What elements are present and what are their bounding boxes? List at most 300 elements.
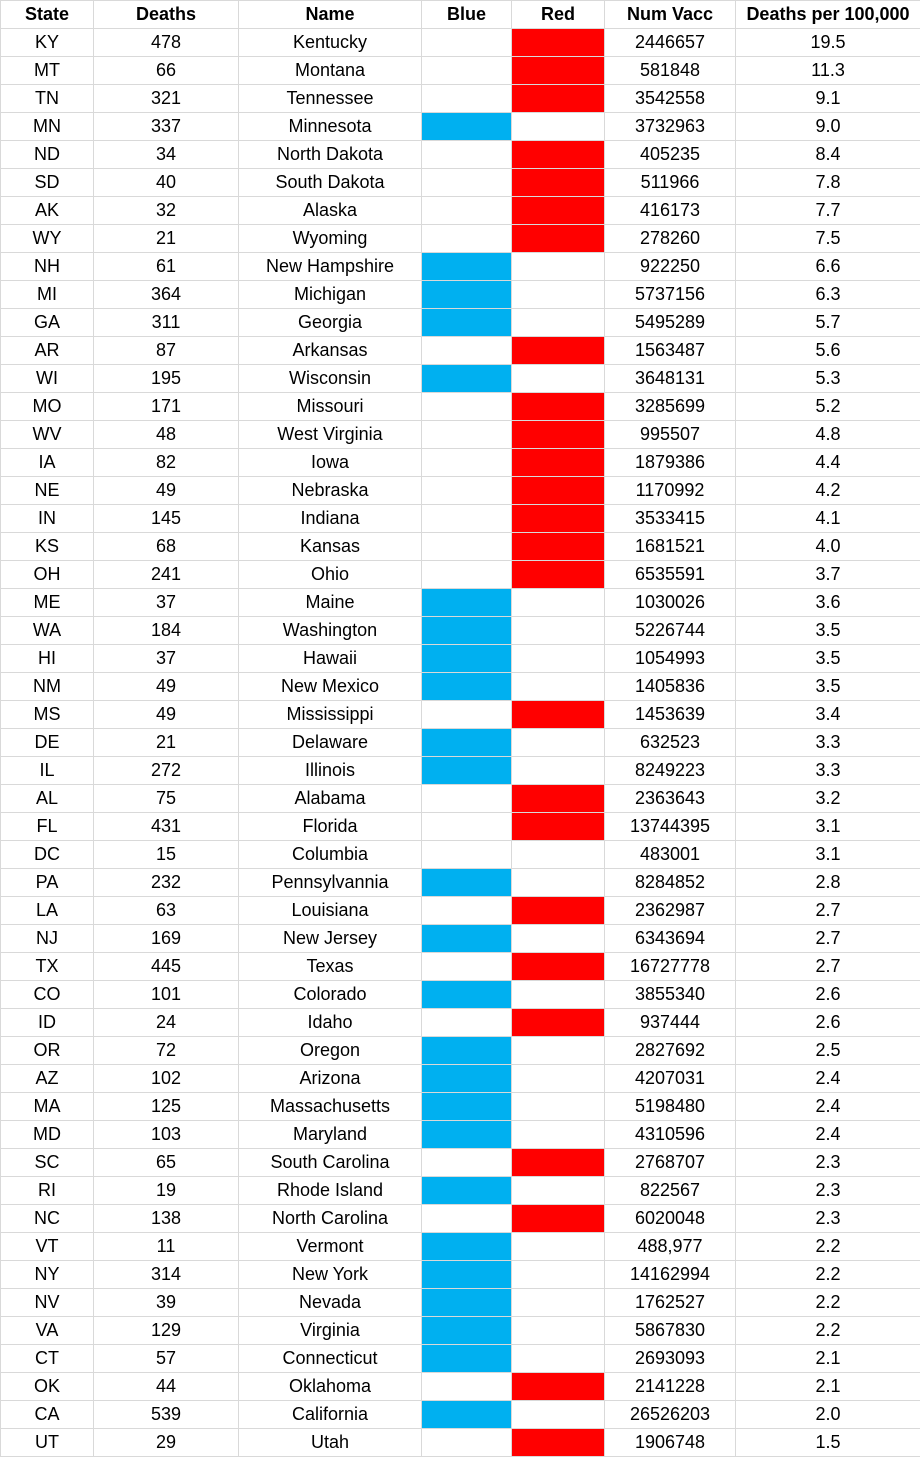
table-row — [1, 113, 920, 141]
deaths-cell: 138 — [94, 1205, 239, 1233]
name-cell: Arkansas — [239, 337, 422, 365]
name-cell: Rhode Island — [239, 1177, 422, 1205]
num-vacc-cell: 416173 — [605, 197, 736, 225]
name-cell: Arizona — [239, 1065, 422, 1093]
header-deaths: Deaths — [94, 1, 239, 29]
header-state: State — [1, 1, 94, 29]
red-cell — [512, 1121, 605, 1149]
red-cell — [512, 365, 605, 393]
state-cell: NV — [1, 1289, 94, 1317]
deaths-cell: 44 — [94, 1373, 239, 1401]
red-cell — [512, 673, 605, 701]
name-cell: Kentucky — [239, 29, 422, 57]
state-cell: CO — [1, 981, 94, 1009]
num-vacc-cell: 5226744 — [605, 617, 736, 645]
blue-cell — [422, 449, 512, 477]
table-row — [1, 225, 920, 253]
blue-cell — [422, 1121, 512, 1149]
deaths-per-100k-cell: 3.1 — [736, 813, 920, 841]
blue-cell — [422, 785, 512, 813]
table-row — [1, 869, 920, 897]
name-cell: Wisconsin — [239, 365, 422, 393]
deaths-cell: 539 — [94, 1401, 239, 1429]
name-cell: Columbia — [239, 841, 422, 869]
deaths-per-100k-cell: 5.2 — [736, 393, 920, 421]
deaths-cell: 32 — [94, 197, 239, 225]
deaths-cell: 311 — [94, 309, 239, 337]
deaths-per-100k-cell: 1.5 — [736, 1429, 920, 1457]
deaths-cell: 478 — [94, 29, 239, 57]
header-red: Red — [512, 1, 605, 29]
deaths-cell: 65 — [94, 1149, 239, 1177]
name-cell: West Virginia — [239, 421, 422, 449]
num-vacc-cell: 13744395 — [605, 813, 736, 841]
num-vacc-cell: 1681521 — [605, 533, 736, 561]
table-body — [1, 29, 920, 1457]
deaths-per-100k-cell: 2.5 — [736, 1037, 920, 1065]
table-row — [1, 981, 920, 1009]
red-cell — [512, 785, 605, 813]
state-cell: KY — [1, 29, 94, 57]
blue-cell — [422, 589, 512, 617]
red-cell — [512, 281, 605, 309]
deaths-cell: 39 — [94, 1289, 239, 1317]
blue-cell — [422, 1009, 512, 1037]
deaths-per-100k-cell: 3.5 — [736, 617, 920, 645]
red-cell — [512, 57, 605, 85]
table-row — [1, 505, 920, 533]
name-cell: Alabama — [239, 785, 422, 813]
name-cell: Virginia — [239, 1317, 422, 1345]
num-vacc-cell: 26526203 — [605, 1401, 736, 1429]
red-cell — [512, 981, 605, 1009]
deaths-cell: 184 — [94, 617, 239, 645]
deaths-per-100k-cell: 3.5 — [736, 673, 920, 701]
state-cell: MD — [1, 1121, 94, 1149]
num-vacc-cell: 1030026 — [605, 589, 736, 617]
deaths-cell: 15 — [94, 841, 239, 869]
name-cell: Iowa — [239, 449, 422, 477]
deaths-cell: 34 — [94, 141, 239, 169]
table-row — [1, 1317, 920, 1345]
red-cell — [512, 869, 605, 897]
deaths-cell: 445 — [94, 953, 239, 981]
table-row — [1, 1121, 920, 1149]
red-cell — [512, 729, 605, 757]
state-cell: SC — [1, 1149, 94, 1177]
red-cell — [512, 645, 605, 673]
table-row — [1, 141, 920, 169]
deaths-cell: 57 — [94, 1345, 239, 1373]
blue-cell — [422, 253, 512, 281]
table-row — [1, 1205, 920, 1233]
num-vacc-cell: 8249223 — [605, 757, 736, 785]
deaths-cell: 11 — [94, 1233, 239, 1261]
deaths-per-100k-cell: 2.8 — [736, 869, 920, 897]
blue-cell — [422, 169, 512, 197]
blue-cell — [422, 421, 512, 449]
header-blue: Blue — [422, 1, 512, 29]
deaths-cell: 364 — [94, 281, 239, 309]
blue-cell — [422, 1261, 512, 1289]
red-cell — [512, 1233, 605, 1261]
state-cell: ME — [1, 589, 94, 617]
name-cell: Vermont — [239, 1233, 422, 1261]
name-cell: Maryland — [239, 1121, 422, 1149]
header-deaths-per-100k: Deaths per 100,000 — [736, 1, 920, 29]
blue-cell — [422, 1205, 512, 1233]
blue-cell — [422, 57, 512, 85]
state-cell: MN — [1, 113, 94, 141]
red-cell — [512, 85, 605, 113]
name-cell: Connecticut — [239, 1345, 422, 1373]
num-vacc-cell: 922250 — [605, 253, 736, 281]
name-cell: Missouri — [239, 393, 422, 421]
state-cell: VT — [1, 1233, 94, 1261]
red-cell — [512, 1317, 605, 1345]
deaths-per-100k-cell: 2.3 — [736, 1205, 920, 1233]
red-cell — [512, 477, 605, 505]
name-cell: Oklahoma — [239, 1373, 422, 1401]
state-cell: CA — [1, 1401, 94, 1429]
deaths-per-100k-cell: 2.1 — [736, 1373, 920, 1401]
name-cell: Kansas — [239, 533, 422, 561]
table-row — [1, 309, 920, 337]
deaths-per-100k-cell: 2.3 — [736, 1149, 920, 1177]
deaths-cell: 314 — [94, 1261, 239, 1289]
blue-cell — [422, 953, 512, 981]
deaths-per-100k-cell: 5.6 — [736, 337, 920, 365]
state-cell: AR — [1, 337, 94, 365]
name-cell: South Carolina — [239, 1149, 422, 1177]
name-cell: South Dakota — [239, 169, 422, 197]
blue-cell — [422, 337, 512, 365]
num-vacc-cell: 1563487 — [605, 337, 736, 365]
num-vacc-cell: 6020048 — [605, 1205, 736, 1233]
header-row — [1, 1, 920, 29]
num-vacc-cell: 2768707 — [605, 1149, 736, 1177]
blue-cell — [422, 365, 512, 393]
blue-cell — [422, 645, 512, 673]
deaths-per-100k-cell: 4.8 — [736, 421, 920, 449]
table-row — [1, 57, 920, 85]
table-row — [1, 449, 920, 477]
blue-cell — [422, 1149, 512, 1177]
state-cell: ID — [1, 1009, 94, 1037]
state-cell: DE — [1, 729, 94, 757]
table-row — [1, 645, 920, 673]
table-row — [1, 757, 920, 785]
deaths-per-100k-cell: 2.1 — [736, 1345, 920, 1373]
name-cell: Oregon — [239, 1037, 422, 1065]
state-cell: NY — [1, 1261, 94, 1289]
red-cell — [512, 253, 605, 281]
red-cell — [512, 841, 605, 869]
state-cell: MA — [1, 1093, 94, 1121]
deaths-per-100k-cell: 9.1 — [736, 85, 920, 113]
blue-cell — [422, 505, 512, 533]
state-cell: WA — [1, 617, 94, 645]
deaths-cell: 68 — [94, 533, 239, 561]
red-cell — [512, 1037, 605, 1065]
num-vacc-cell: 4310596 — [605, 1121, 736, 1149]
num-vacc-cell: 14162994 — [605, 1261, 736, 1289]
deaths-per-100k-cell: 2.0 — [736, 1401, 920, 1429]
num-vacc-cell: 5198480 — [605, 1093, 736, 1121]
num-vacc-cell: 16727778 — [605, 953, 736, 981]
name-cell: Texas — [239, 953, 422, 981]
blue-cell — [422, 1177, 512, 1205]
table-row — [1, 169, 920, 197]
red-cell — [512, 1009, 605, 1037]
red-cell — [512, 1401, 605, 1429]
red-cell — [512, 897, 605, 925]
deaths-per-100k-cell: 2.2 — [736, 1289, 920, 1317]
num-vacc-cell: 5495289 — [605, 309, 736, 337]
deaths-cell: 49 — [94, 477, 239, 505]
state-cell: UT — [1, 1429, 94, 1457]
state-cell: NE — [1, 477, 94, 505]
state-cell: WV — [1, 421, 94, 449]
deaths-per-100k-cell: 6.6 — [736, 253, 920, 281]
deaths-cell: 24 — [94, 1009, 239, 1037]
red-cell — [512, 1093, 605, 1121]
blue-cell — [422, 981, 512, 1009]
blue-cell — [422, 1401, 512, 1429]
name-cell: Tennessee — [239, 85, 422, 113]
deaths-per-100k-cell: 3.2 — [736, 785, 920, 813]
table-row — [1, 85, 920, 113]
red-cell — [512, 1149, 605, 1177]
num-vacc-cell: 3542558 — [605, 85, 736, 113]
name-cell: Alaska — [239, 197, 422, 225]
deaths-cell: 63 — [94, 897, 239, 925]
deaths-cell: 87 — [94, 337, 239, 365]
name-cell: Massachusetts — [239, 1093, 422, 1121]
red-cell — [512, 757, 605, 785]
deaths-per-100k-cell: 2.6 — [736, 1009, 920, 1037]
num-vacc-cell: 8284852 — [605, 869, 736, 897]
deaths-cell: 29 — [94, 1429, 239, 1457]
deaths-cell: 145 — [94, 505, 239, 533]
red-cell — [512, 1429, 605, 1457]
blue-cell — [422, 757, 512, 785]
red-cell — [512, 617, 605, 645]
blue-cell — [422, 533, 512, 561]
deaths-per-100k-cell: 6.3 — [736, 281, 920, 309]
blue-cell — [422, 1373, 512, 1401]
state-cell: IA — [1, 449, 94, 477]
state-cell: MO — [1, 393, 94, 421]
state-cell: OK — [1, 1373, 94, 1401]
table-row — [1, 1009, 920, 1037]
name-cell: Indiana — [239, 505, 422, 533]
deaths-cell: 40 — [94, 169, 239, 197]
state-cell: AL — [1, 785, 94, 813]
deaths-cell: 129 — [94, 1317, 239, 1345]
deaths-per-100k-cell: 3.1 — [736, 841, 920, 869]
red-cell — [512, 701, 605, 729]
blue-cell — [422, 85, 512, 113]
blue-cell — [422, 897, 512, 925]
deaths-cell: 49 — [94, 701, 239, 729]
deaths-cell: 21 — [94, 729, 239, 757]
deaths-cell: 321 — [94, 85, 239, 113]
state-cell: LA — [1, 897, 94, 925]
blue-cell — [422, 281, 512, 309]
header-num-vacc: Num Vacc — [605, 1, 736, 29]
table-row — [1, 589, 920, 617]
deaths-per-100k-cell: 8.4 — [736, 141, 920, 169]
state-cell: WI — [1, 365, 94, 393]
table-row — [1, 953, 920, 981]
red-cell — [512, 813, 605, 841]
name-cell: North Dakota — [239, 141, 422, 169]
red-cell — [512, 1065, 605, 1093]
deaths-per-100k-cell: 2.4 — [736, 1093, 920, 1121]
table-row — [1, 1401, 920, 1429]
deaths-cell: 82 — [94, 449, 239, 477]
deaths-cell: 232 — [94, 869, 239, 897]
state-cell: AZ — [1, 1065, 94, 1093]
state-cell: GA — [1, 309, 94, 337]
table-row — [1, 1373, 920, 1401]
deaths-cell: 21 — [94, 225, 239, 253]
state-cell: WY — [1, 225, 94, 253]
table-row — [1, 673, 920, 701]
deaths-per-100k-cell: 4.0 — [736, 533, 920, 561]
state-cell: HI — [1, 645, 94, 673]
deaths-per-100k-cell: 11.3 — [736, 57, 920, 85]
table-row — [1, 29, 920, 57]
name-cell: New York — [239, 1261, 422, 1289]
num-vacc-cell: 5867830 — [605, 1317, 736, 1345]
num-vacc-cell: 995507 — [605, 421, 736, 449]
red-cell — [512, 225, 605, 253]
blue-cell — [422, 1289, 512, 1317]
deaths-cell: 241 — [94, 561, 239, 589]
table-row — [1, 1429, 920, 1457]
state-cell: CT — [1, 1345, 94, 1373]
num-vacc-cell: 278260 — [605, 225, 736, 253]
blue-cell — [422, 729, 512, 757]
deaths-cell: 195 — [94, 365, 239, 393]
deaths-per-100k-cell: 7.8 — [736, 169, 920, 197]
state-cell: NH — [1, 253, 94, 281]
name-cell: Washington — [239, 617, 422, 645]
num-vacc-cell: 2827692 — [605, 1037, 736, 1065]
name-cell: Georgia — [239, 309, 422, 337]
blue-cell — [422, 477, 512, 505]
name-cell: New Jersey — [239, 925, 422, 953]
num-vacc-cell: 1879386 — [605, 449, 736, 477]
blue-cell — [422, 1233, 512, 1261]
red-cell — [512, 197, 605, 225]
table-row — [1, 617, 920, 645]
deaths-cell: 171 — [94, 393, 239, 421]
name-cell: Wyoming — [239, 225, 422, 253]
num-vacc-cell: 405235 — [605, 141, 736, 169]
state-cell: FL — [1, 813, 94, 841]
num-vacc-cell: 511966 — [605, 169, 736, 197]
name-cell: Nebraska — [239, 477, 422, 505]
red-cell — [512, 1373, 605, 1401]
deaths-cell: 75 — [94, 785, 239, 813]
name-cell: Maine — [239, 589, 422, 617]
red-cell — [512, 393, 605, 421]
table-row — [1, 197, 920, 225]
blue-cell — [422, 561, 512, 589]
name-cell: Minnesota — [239, 113, 422, 141]
name-cell: Mississippi — [239, 701, 422, 729]
num-vacc-cell: 4207031 — [605, 1065, 736, 1093]
blue-cell — [422, 617, 512, 645]
name-cell: Nevada — [239, 1289, 422, 1317]
name-cell: Illinois — [239, 757, 422, 785]
table-row — [1, 701, 920, 729]
name-cell: Michigan — [239, 281, 422, 309]
deaths-per-100k-cell: 2.7 — [736, 897, 920, 925]
red-cell — [512, 589, 605, 617]
red-cell — [512, 1289, 605, 1317]
deaths-per-100k-cell: 3.5 — [736, 645, 920, 673]
state-cell: ND — [1, 141, 94, 169]
name-cell: New Hampshire — [239, 253, 422, 281]
blue-cell — [422, 113, 512, 141]
state-cell: MI — [1, 281, 94, 309]
deaths-per-100k-cell: 4.4 — [736, 449, 920, 477]
table-row — [1, 841, 920, 869]
deaths-per-100k-cell: 4.1 — [736, 505, 920, 533]
blue-cell — [422, 225, 512, 253]
name-cell: Utah — [239, 1429, 422, 1457]
num-vacc-cell: 3285699 — [605, 393, 736, 421]
num-vacc-cell: 2446657 — [605, 29, 736, 57]
num-vacc-cell: 2362987 — [605, 897, 736, 925]
deaths-per-100k-cell: 5.7 — [736, 309, 920, 337]
deaths-per-100k-cell: 2.2 — [736, 1261, 920, 1289]
blue-cell — [422, 1037, 512, 1065]
num-vacc-cell: 488,977 — [605, 1233, 736, 1261]
table-row — [1, 897, 920, 925]
deaths-per-100k-cell: 19.5 — [736, 29, 920, 57]
table-row — [1, 1261, 920, 1289]
deaths-per-100k-cell: 7.5 — [736, 225, 920, 253]
table-row — [1, 1149, 920, 1177]
table-row — [1, 1093, 920, 1121]
table-row — [1, 477, 920, 505]
deaths-cell: 72 — [94, 1037, 239, 1065]
red-cell — [512, 561, 605, 589]
state-cell: PA — [1, 869, 94, 897]
deaths-per-100k-cell: 5.3 — [736, 365, 920, 393]
table-row — [1, 925, 920, 953]
num-vacc-cell: 581848 — [605, 57, 736, 85]
num-vacc-cell: 6343694 — [605, 925, 736, 953]
red-cell — [512, 1205, 605, 1233]
deaths-cell: 169 — [94, 925, 239, 953]
deaths-cell: 431 — [94, 813, 239, 841]
name-cell: Louisiana — [239, 897, 422, 925]
num-vacc-cell: 632523 — [605, 729, 736, 757]
deaths-per-100k-cell: 2.3 — [736, 1177, 920, 1205]
table-row — [1, 1037, 920, 1065]
state-cell: TX — [1, 953, 94, 981]
num-vacc-cell: 2693093 — [605, 1345, 736, 1373]
blue-cell — [422, 393, 512, 421]
deaths-per-100k-cell: 7.7 — [736, 197, 920, 225]
name-cell: Montana — [239, 57, 422, 85]
